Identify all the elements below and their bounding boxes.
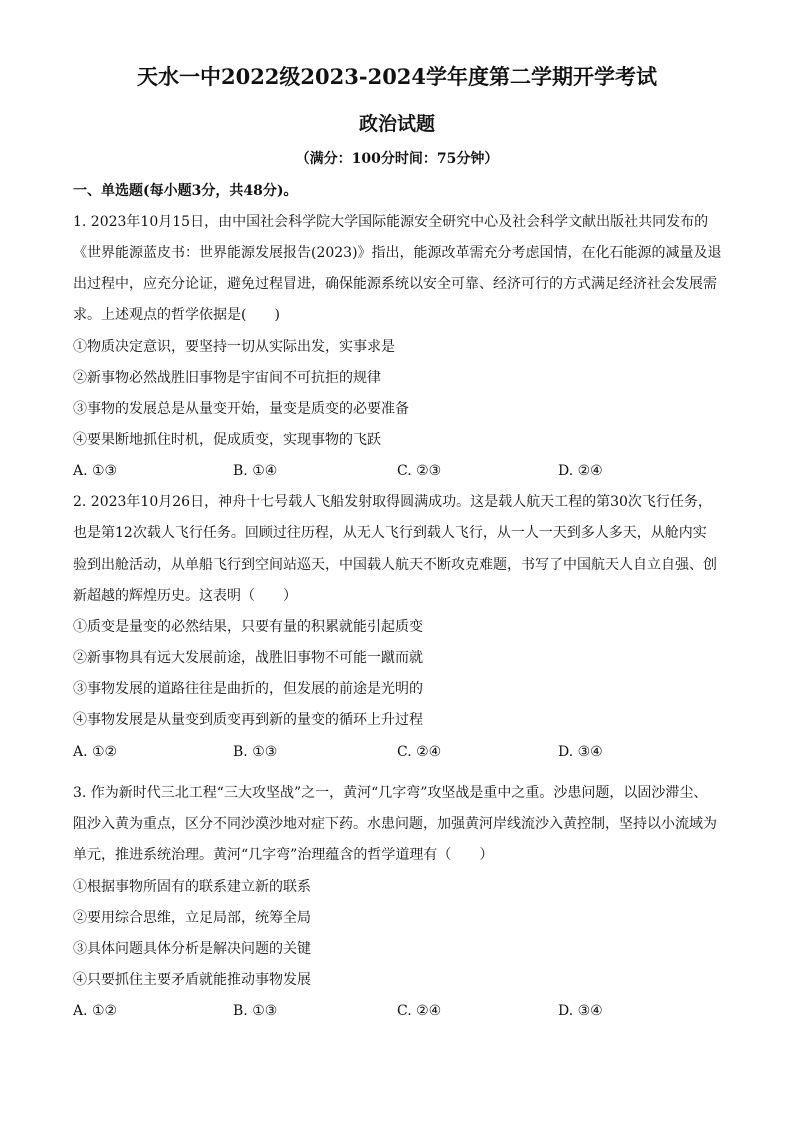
section-heading: 一、单选题(每小题3分，共48分)。 [73, 183, 298, 199]
question-3-option-a: A. ①② [73, 1003, 118, 1019]
question-3-line: 阻沙入黄为重点，区分不同沙漠沙地对症下药。水患问题，加强黄河岸线流沙入黄控制，坚持以小流域为 [73, 816, 717, 832]
question-2-option-c: C. ②④ [397, 744, 442, 760]
question-1-option-a: A. ①③ [73, 463, 118, 479]
question-1-statement: ②新事物必然战胜旧事物是宇宙间不可抗拒的规律 [73, 370, 381, 386]
question-2-statement: ②新事物具有远大发展前途，战胜旧事物不可能一蹴而就 [73, 650, 423, 666]
question-2-option-d: D. ③④ [558, 744, 603, 760]
question-1-line: 《世界能源蓝皮书：世界能源发展报告(2023)》指出，能源改革需充分考虑国情，在化石能源的减量及退 [73, 245, 722, 261]
exam-subject: 政治试题 [358, 113, 435, 135]
question-3-option-b: B. ①③ [233, 1003, 278, 1019]
question-2-statement: ③事物发展的道路往往是曲折的，但发展的前途是光明的 [73, 681, 423, 697]
question-1-statement: ④要果断地抓住时机，促成质变，实现事物的飞跃 [73, 432, 381, 448]
question-1-statement: ①物质决定意识，要坚持一切从实际出发，实事求是 [73, 339, 395, 355]
question-1-line: 出过程中，应充分论证，避免过程冒进，确保能源系统以安全可靠、经济可行的方式满足经济社会发展需 [73, 276, 717, 292]
question-3-line: 3. 作为新时代三北工程“三大攻坚战”之一，黄河“几字弯”攻坚战是重中之重。沙患问题，以固沙滞尘、 [73, 785, 708, 801]
question-3-statement: ④只要抓住主要矛盾就能推动事物发展 [73, 972, 311, 988]
exam-title: 天水一中2022级2023-2024学年度第二学期开学考试 [136, 64, 658, 89]
question-3-option-d: D. ③④ [558, 1003, 603, 1019]
question-1-statement: ③事物的发展总是从量变开始，量变是质变的必要准备 [73, 401, 409, 417]
question-3-option-c: C. ②④ [397, 1003, 442, 1019]
question-2-statement: ④事物发展是从量变到质变再到新的量变的循环上升过程 [73, 712, 423, 728]
question-2-line: 验到出舱活动，从单船飞行到空间站巡天，中国载人航天不断攻克难题，书写了中国航天人自立自强、创 [73, 557, 717, 573]
question-3-statement: ②要用综合思维，立足局部，统筹全局 [73, 910, 311, 926]
exam-info: （满分：100分时间：75分钟） [295, 151, 499, 167]
question-1-line: 1. 2023年10月15日，由中国社会科学院大学国际能源安全研究中心及社会科学文献出版社共同发布的 [73, 214, 709, 230]
question-2-line: 新超越的辉煌历史。这表明（ ） [73, 588, 297, 604]
question-1-option-d: D. ②④ [558, 463, 603, 479]
question-1-option-b: B. ①④ [233, 463, 278, 479]
question-1-option-c: C. ②③ [397, 463, 442, 479]
question-3-statement: ①根据事物所固有的联系建立新的联系 [73, 879, 311, 895]
question-2-line: 2. 2023年10月26日，神舟十七号载人飞船发射取得圆满成功。这是载人航天工程的第30次飞行任务， [73, 494, 712, 510]
question-2-option-a: A. ①② [73, 744, 118, 760]
question-2-statement: ①质变是量变的必然结果，只要有量的积累就能引起质变 [73, 619, 423, 635]
question-1-line: 求。上述观点的哲学依据是( ) [73, 307, 280, 323]
question-2-option-b: B. ①③ [233, 744, 278, 760]
question-3-statement: ③具体问题具体分析是解决问题的关键 [73, 941, 311, 957]
question-2-line: 也是第12次载人飞行任务。回顾过往历程，从无人飞行到载人飞行，从一人一天到多人多天，从舱内实 [73, 525, 707, 541]
question-3-line: 单元，推进系统治理。黄河“几字弯”治理蕴含的哲学道理有（ ） [73, 847, 494, 863]
